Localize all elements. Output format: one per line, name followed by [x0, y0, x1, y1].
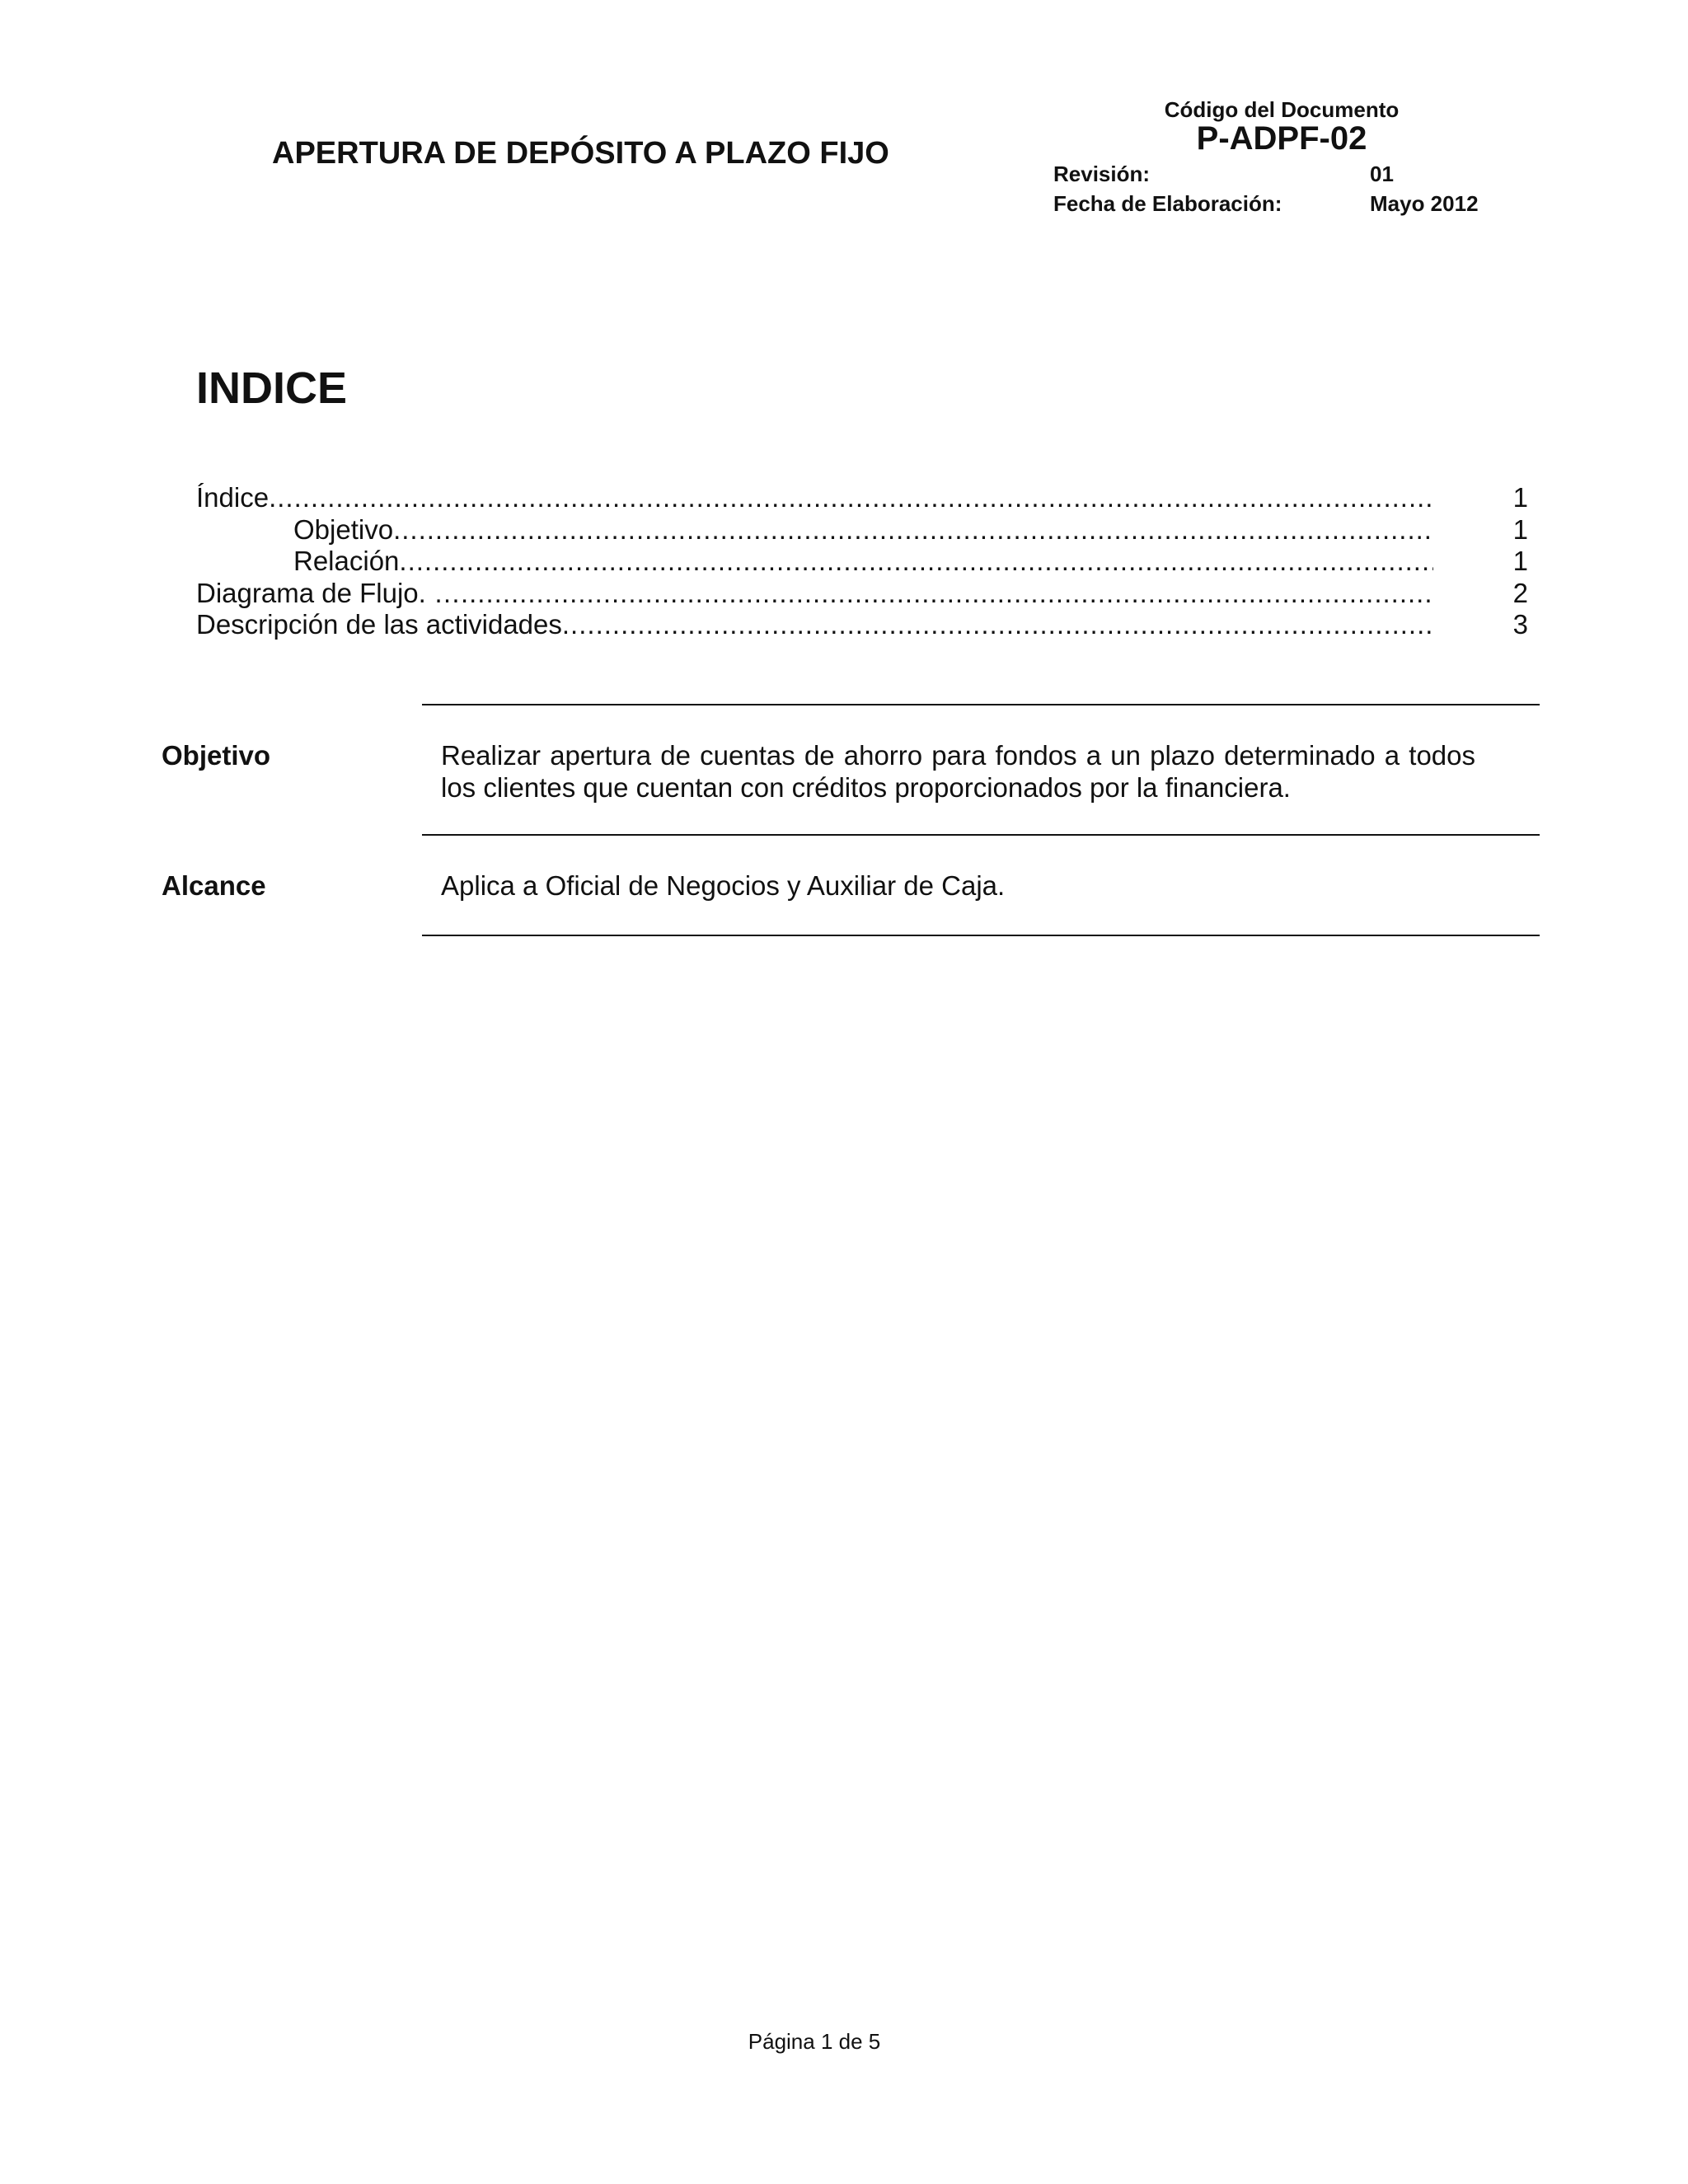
objetivo-text: Realizar apertura de cuentas de ahorro para fondos a un plazo determinado a todos los clientes que cuentan con créditos proporcionados por la financiera. [441, 740, 1475, 803]
page-number: Página 1 de 5 [748, 2029, 881, 2054]
document-title: APERTURA DE DEPÓSITO A PLAZO FIJO [272, 136, 889, 171]
toc-entry-page: 2 [1512, 577, 1528, 608]
toc-entry[interactable] [196, 546, 1528, 578]
toc-leader-dots [269, 482, 1433, 514]
toc-entry-text: Diagrama de Flujo. … [196, 577, 461, 608]
section-divider [422, 834, 1540, 836]
alcance-label: Alcance [162, 870, 266, 901]
revision-value: 01 [1370, 162, 1394, 186]
toc-leader-dots [393, 514, 1433, 546]
toc-entry-page: 1 [1512, 513, 1528, 545]
toc-entry-text: Descripción de las actividades [196, 609, 562, 640]
objetivo-label: Objetivo [162, 740, 271, 771]
toc-entry[interactable] [196, 578, 1528, 610]
toc-entry[interactable] [196, 514, 1528, 546]
toc-leader-dots [461, 578, 1433, 610]
toc-entry-text: Relación [293, 546, 400, 576]
toc-entry-page: 1 [1512, 482, 1528, 513]
toc-leader-dots [399, 546, 1433, 578]
toc-entry[interactable] [196, 482, 1528, 514]
alcance-text: Aplica a Oficial de Negocios y Auxiliar de Caja. [441, 870, 1006, 901]
toc-entry-text: Objetivo [293, 513, 394, 545]
section-divider [422, 704, 1540, 705]
document-code-label: Código del Documento [1164, 97, 1400, 122]
toc-entry-page: 3 [1512, 609, 1528, 640]
toc-leader-dots [562, 609, 1433, 641]
index-heading: INDICE [196, 363, 348, 413]
date-value: Mayo 2012 [1370, 191, 1479, 216]
section-divider [422, 935, 1540, 936]
table-of-contents [196, 482, 1528, 641]
toc-entry-text: Índice [196, 482, 270, 513]
toc-entry-page: 1 [1512, 546, 1528, 576]
document-code-value: P-ADPF-02 [1196, 120, 1367, 157]
date-label: Fecha de Elaboración: [1053, 191, 1282, 216]
toc-entry[interactable] [196, 609, 1528, 641]
revision-label: Revisión: [1053, 162, 1151, 186]
